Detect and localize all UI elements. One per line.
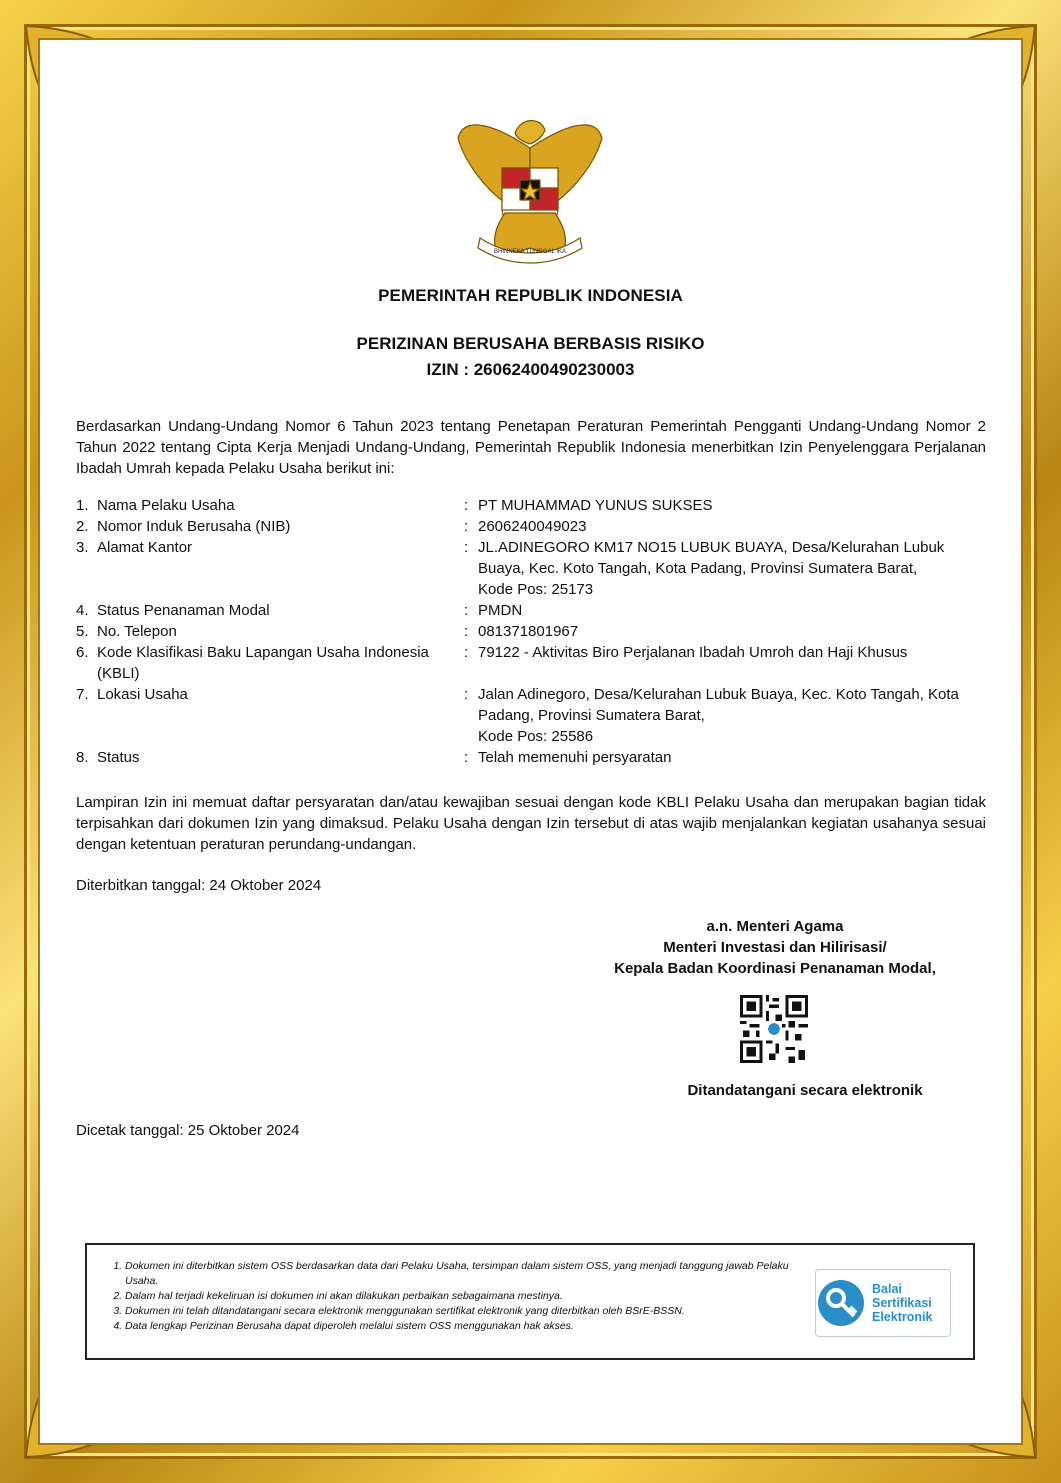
bsre-badge xyxy=(815,1269,951,1337)
list-item xyxy=(76,537,986,600)
list-item: 1. Dokumen ini diterbitkan sistem OSS berdasarkan data dari Pelaku Usaha, tersimpan dalam sistem OSS, yang menjadi tanggung jawab Pelaku Usaha. xyxy=(125,1259,815,1289)
garuda-emblem-icon xyxy=(450,108,610,273)
intro-paragraph: Berdasarkan Undang-Undang Nomor 6 Tahun 2023 tentang Penetapan Peraturan Pemerintah Pengganti Undang-Undang Nomor 2 Tahun 2022 tentang Cipta Kerja Menjadi Undang-Undang, Pemerintah Republik Indonesia menerbitkan Izin Penyelenggara Perjalanan Ibadah Umrah kepada Pelaku Usaha berikut ini: xyxy=(76,418,986,477)
permit-number: IZIN : 26062400490230003 xyxy=(426,360,635,379)
item-value: 79122 - Aktivitas Biro Perjalanan Ibadah Umroh dan Haji Khusus xyxy=(478,644,908,661)
item-value: 2606240049023 xyxy=(478,518,587,535)
motto-label: BHINNEKA TUNGGAL IKA xyxy=(493,249,567,255)
item-label: No. Telepon xyxy=(97,623,177,640)
item-label: Alamat Kantor xyxy=(97,539,193,556)
item-label: Nomor Induk Berusaha (NIB) xyxy=(97,518,291,535)
signature-block xyxy=(540,916,1010,979)
signature-line-1: a.n. Menteri Agama xyxy=(706,918,844,935)
badge-line-2: Sertifikasi xyxy=(872,1296,932,1310)
list-item: 3. Dokumen ini telah ditandatangani secara elektronik menggunakan sertifikat elektronik yang diterbitkan oleh BSrE-BSSN. xyxy=(125,1304,815,1319)
list-item: 2. Dalam hal terjadi kekeliruan isi dokumen ini akan dilakukan perbaikan sebagaimana mestinya. xyxy=(125,1289,815,1304)
item-colon: : xyxy=(464,602,469,619)
footnotes-list xyxy=(87,1245,815,1334)
item-value: PMDN xyxy=(478,602,523,619)
item-label: Lokasi Usaha xyxy=(97,686,188,703)
footnotes-box xyxy=(85,1243,975,1360)
list-item: 4. Data lengkap Perizinan Berusaha dapat diperoleh melalui sistem OSS menggunakan hak akses. xyxy=(125,1319,815,1334)
item-colon: : xyxy=(464,539,469,556)
signature-line-2: Menteri Investasi dan Hilirisasi/ xyxy=(663,939,887,956)
government-title: PEMERINTAH REPUBLIK INDONESIA xyxy=(378,286,683,305)
item-number: 6. xyxy=(76,644,89,661)
item-number: 2. xyxy=(76,518,89,535)
item-value: PT MUHAMMAD YUNUS SUKSES xyxy=(478,497,713,514)
document-title: PERIZINAN BERUSAHA BERBASIS RISIKO xyxy=(356,334,705,353)
business-details-list xyxy=(76,495,986,768)
item-number: 7. xyxy=(76,686,89,703)
item-label: Nama Pelaku Usaha xyxy=(97,497,235,514)
postal-code: Kode Pos: 25173 xyxy=(478,581,594,598)
list-item xyxy=(76,600,986,621)
item-label: Kode Klasifikasi Baku Lapangan Usaha Indonesia (KBLI) xyxy=(97,644,429,682)
signature-line-3: Kepala Badan Koordinasi Penanaman Modal, xyxy=(614,960,936,977)
item-label: Status xyxy=(97,749,140,766)
item-value xyxy=(478,537,986,600)
item-colon: : xyxy=(464,497,469,514)
bsre-key-icon xyxy=(816,1278,866,1328)
item-value: Telah memenuhi persyaratan xyxy=(478,749,672,766)
item-value: 081371801967 xyxy=(478,623,579,640)
item-colon: : xyxy=(464,644,469,661)
lampiran-paragraph: Lampiran Izin ini memuat daftar persyaratan dan/atau kewajiban sesuai dengan kode KBLI Pelaku Usaha dan merupakan bagian tidak terpisahkan dari dokumen Izin yang dimaksud. Pelaku Usaha dengan Izin tersebut di atas wajib menjalankan kegiatan usahanya sesuai dengan ketentuan peraturan perundang-undangan. xyxy=(76,794,986,853)
item-colon: : xyxy=(464,749,469,766)
list-item xyxy=(76,642,986,684)
qr-code-icon xyxy=(740,995,808,1063)
list-item xyxy=(76,621,986,642)
electronic-signature-note: Ditandatangani secara elektronik xyxy=(687,1082,923,1099)
item-number: 4. xyxy=(76,602,89,619)
item-number: 5. xyxy=(76,623,89,640)
item-label: Status Penanaman Modal xyxy=(97,602,270,619)
item-colon: : xyxy=(464,686,469,703)
item-number: 8. xyxy=(76,749,89,766)
issued-date: Diterbitkan tanggal: 24 Oktober 2024 xyxy=(76,877,322,894)
address-text: JL.ADINEGORO KM17 NO15 LUBUK BUAYA, Desa/Kelurahan Lubuk Buaya, Kec. Koto Tangah, Kota Padang, Provinsi Sumatera Barat, xyxy=(478,539,945,577)
list-item xyxy=(76,516,986,537)
list-item xyxy=(76,684,986,747)
item-colon: : xyxy=(464,518,469,535)
list-item xyxy=(76,747,986,768)
item-value xyxy=(478,684,986,747)
postal-code: Kode Pos: 25586 xyxy=(478,728,594,745)
badge-line-3: Elektronik xyxy=(872,1310,933,1324)
list-item xyxy=(76,495,986,516)
location-text: Jalan Adinegoro, Desa/Kelurahan Lubuk Buaya, Kec. Koto Tangah, Kota Padang, Provinsi Sumatera Barat, xyxy=(478,686,959,724)
badge-line-1: Balai xyxy=(872,1282,902,1296)
printed-date: Dicetak tanggal: 25 Oktober 2024 xyxy=(76,1122,300,1139)
item-number: 1. xyxy=(76,497,89,514)
item-number: 3. xyxy=(76,539,89,556)
item-colon: : xyxy=(464,623,469,640)
